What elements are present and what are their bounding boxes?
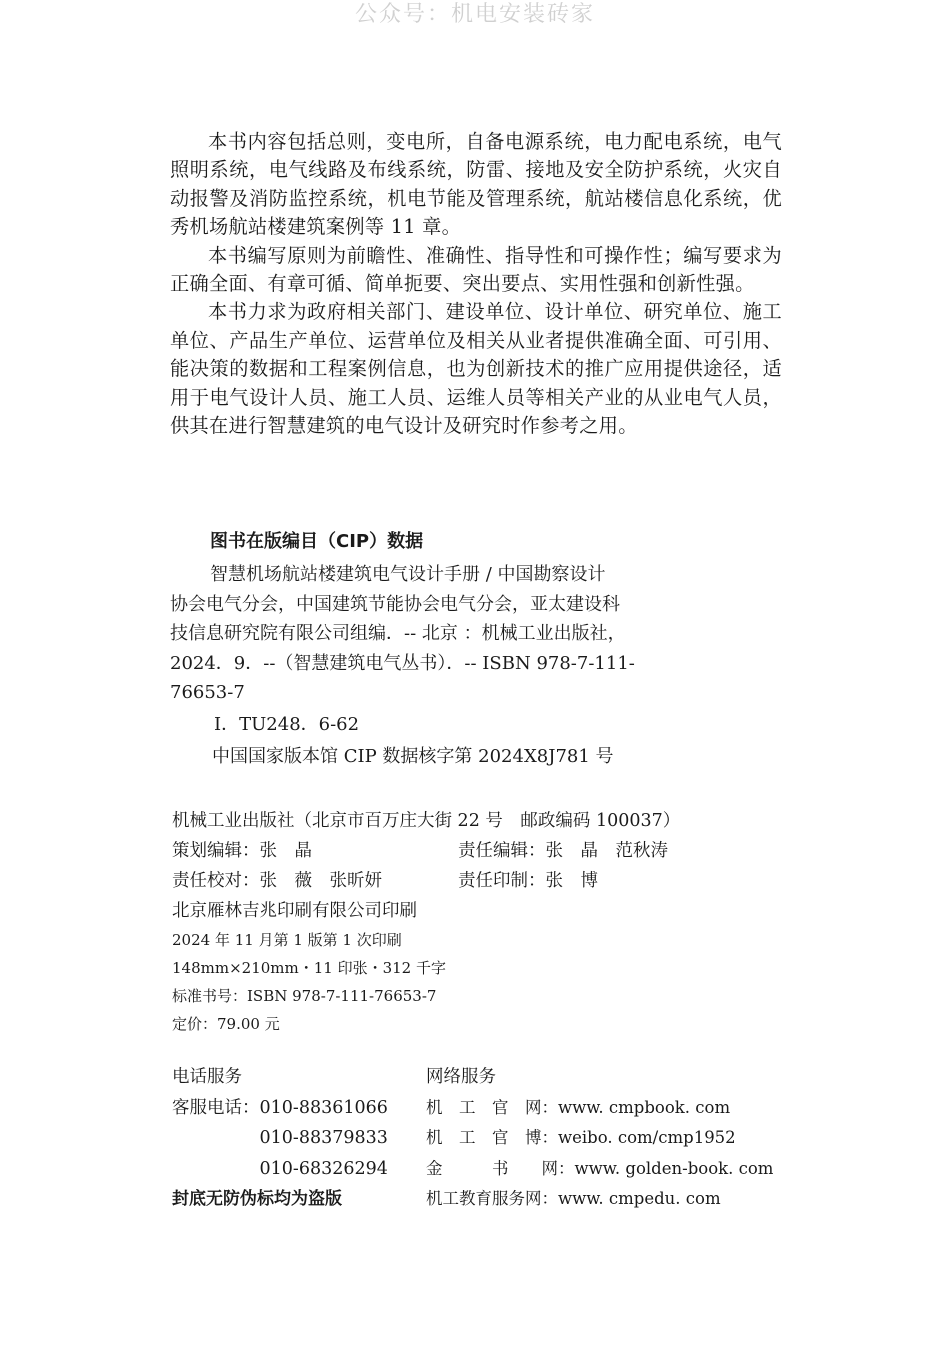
intro-paragraph: 本书内容包括总则，变电所，自备电源系统，电力配电系统，电气照明系统，电气线路及布线系统，防雷、接地及安全防护系统，火灾自动报警及消防监控系统，机电节能及管理系统，航站楼信息化系统，优秀机场航站楼建筑案例等 11 章。 <box>170 130 782 239</box>
isbn: 标准书号：ISBN 978-7-111-76653-7 <box>172 987 437 1005</box>
cip-line: 协会电气分会，中国建筑节能协会电气分会，亚太建设科 <box>170 593 620 615</box>
contact-headers <box>172 1062 792 1093</box>
web-line: 金 书 网：www. golden-book. com <box>426 1158 774 1178</box>
editors-row <box>172 836 772 866</box>
contact-row <box>172 1093 792 1124</box>
cip-line: 智慧机场航站楼建筑电气设计手册 / 中国勘察设计 <box>210 564 606 585</box>
anti-piracy-notice: 封底无防伪标均为盗版 <box>172 1189 342 1209</box>
phone-line: 010-88379833 <box>172 1128 388 1148</box>
contact-row <box>172 1184 792 1215</box>
proofreader: 责任校对：张 薇 张昕妍 <box>172 871 382 891</box>
web-line: 机 工 官 博：weibo. com/cmp1952 <box>426 1128 736 1147</box>
responsible-editor: 责任编辑：张 晶 范秋涛 <box>458 841 668 861</box>
price: 定价：79.00 元 <box>172 1015 280 1033</box>
intro-paragraph: 本书力求为政府相关部门、建设单位、设计单位、研究单位、施工单位、产品生产单位、运营单位及相关从业者提供准确全面、可引用、能决策的数据和工程案例信息，也为创新技术的推广应用提供途径，适用于电气设计人员、施工人员、运维人员等相关产业的从业电气人员，供其在进行智慧建筑的电气设计及研究时作参考之用。 <box>170 300 782 438</box>
web-header: 网络服务 <box>426 1067 496 1087</box>
cip-line: 技信息研究院有限公司组编．-- 北京 ：机械工业出版社， <box>170 623 626 644</box>
planning-editor: 策划编辑：张 晶 <box>172 841 312 861</box>
edition: 2024 年 11 月第 1 版第 1 次印刷 <box>172 931 402 949</box>
format: 148mm×210mm・11 印张・312 千字 <box>172 959 446 977</box>
web-line: 机工教育服务网：www. cmpedu. com <box>426 1189 721 1208</box>
web-line: 机 工 官 网：www. cmpbook. com <box>426 1097 731 1117</box>
contact-row <box>172 1154 792 1185</box>
classification: Ⅰ．TU248．6-62 <box>214 713 360 735</box>
cip-line: 2024．9．--（智慧建筑电气丛书）．-- ISBN 978-7-111- <box>170 652 635 674</box>
cip-record <box>170 560 710 708</box>
cip-line: 76653-7 <box>170 682 245 703</box>
staff-row <box>172 866 772 896</box>
imprint-section <box>172 806 772 1038</box>
contact-row <box>172 1123 792 1154</box>
print-supervisor: 责任印制：张 博 <box>458 871 598 891</box>
intro-section <box>170 128 782 440</box>
watermark: 公众号：机电安装砖家 <box>354 2 595 27</box>
phone-header: 电话服务 <box>172 1067 242 1087</box>
intro-paragraph: 本书编写原则为前瞻性、准确性、指导性和可操作性；编写要求为正确全面、有章可循、简单扼要、突出要点、实用性强和创新性强。 <box>170 243 782 296</box>
cip-section <box>170 528 710 772</box>
phone-line: 客服电话：010-88361066 <box>172 1097 388 1118</box>
cip-number: 中国国家版本馆 CIP 数据核字第 2024X8J781 号 <box>212 746 614 767</box>
contact-section <box>172 1062 792 1215</box>
printer: 北京雁林吉兆印刷有限公司印刷 <box>172 901 417 921</box>
phone-line: 010-68326294 <box>172 1158 388 1179</box>
cip-title: 图书在版编目（CIP）数据 <box>210 531 424 552</box>
publisher: 机械工业出版社（北京市百万庄大街 22 号 邮政编码 100037） <box>172 811 681 831</box>
